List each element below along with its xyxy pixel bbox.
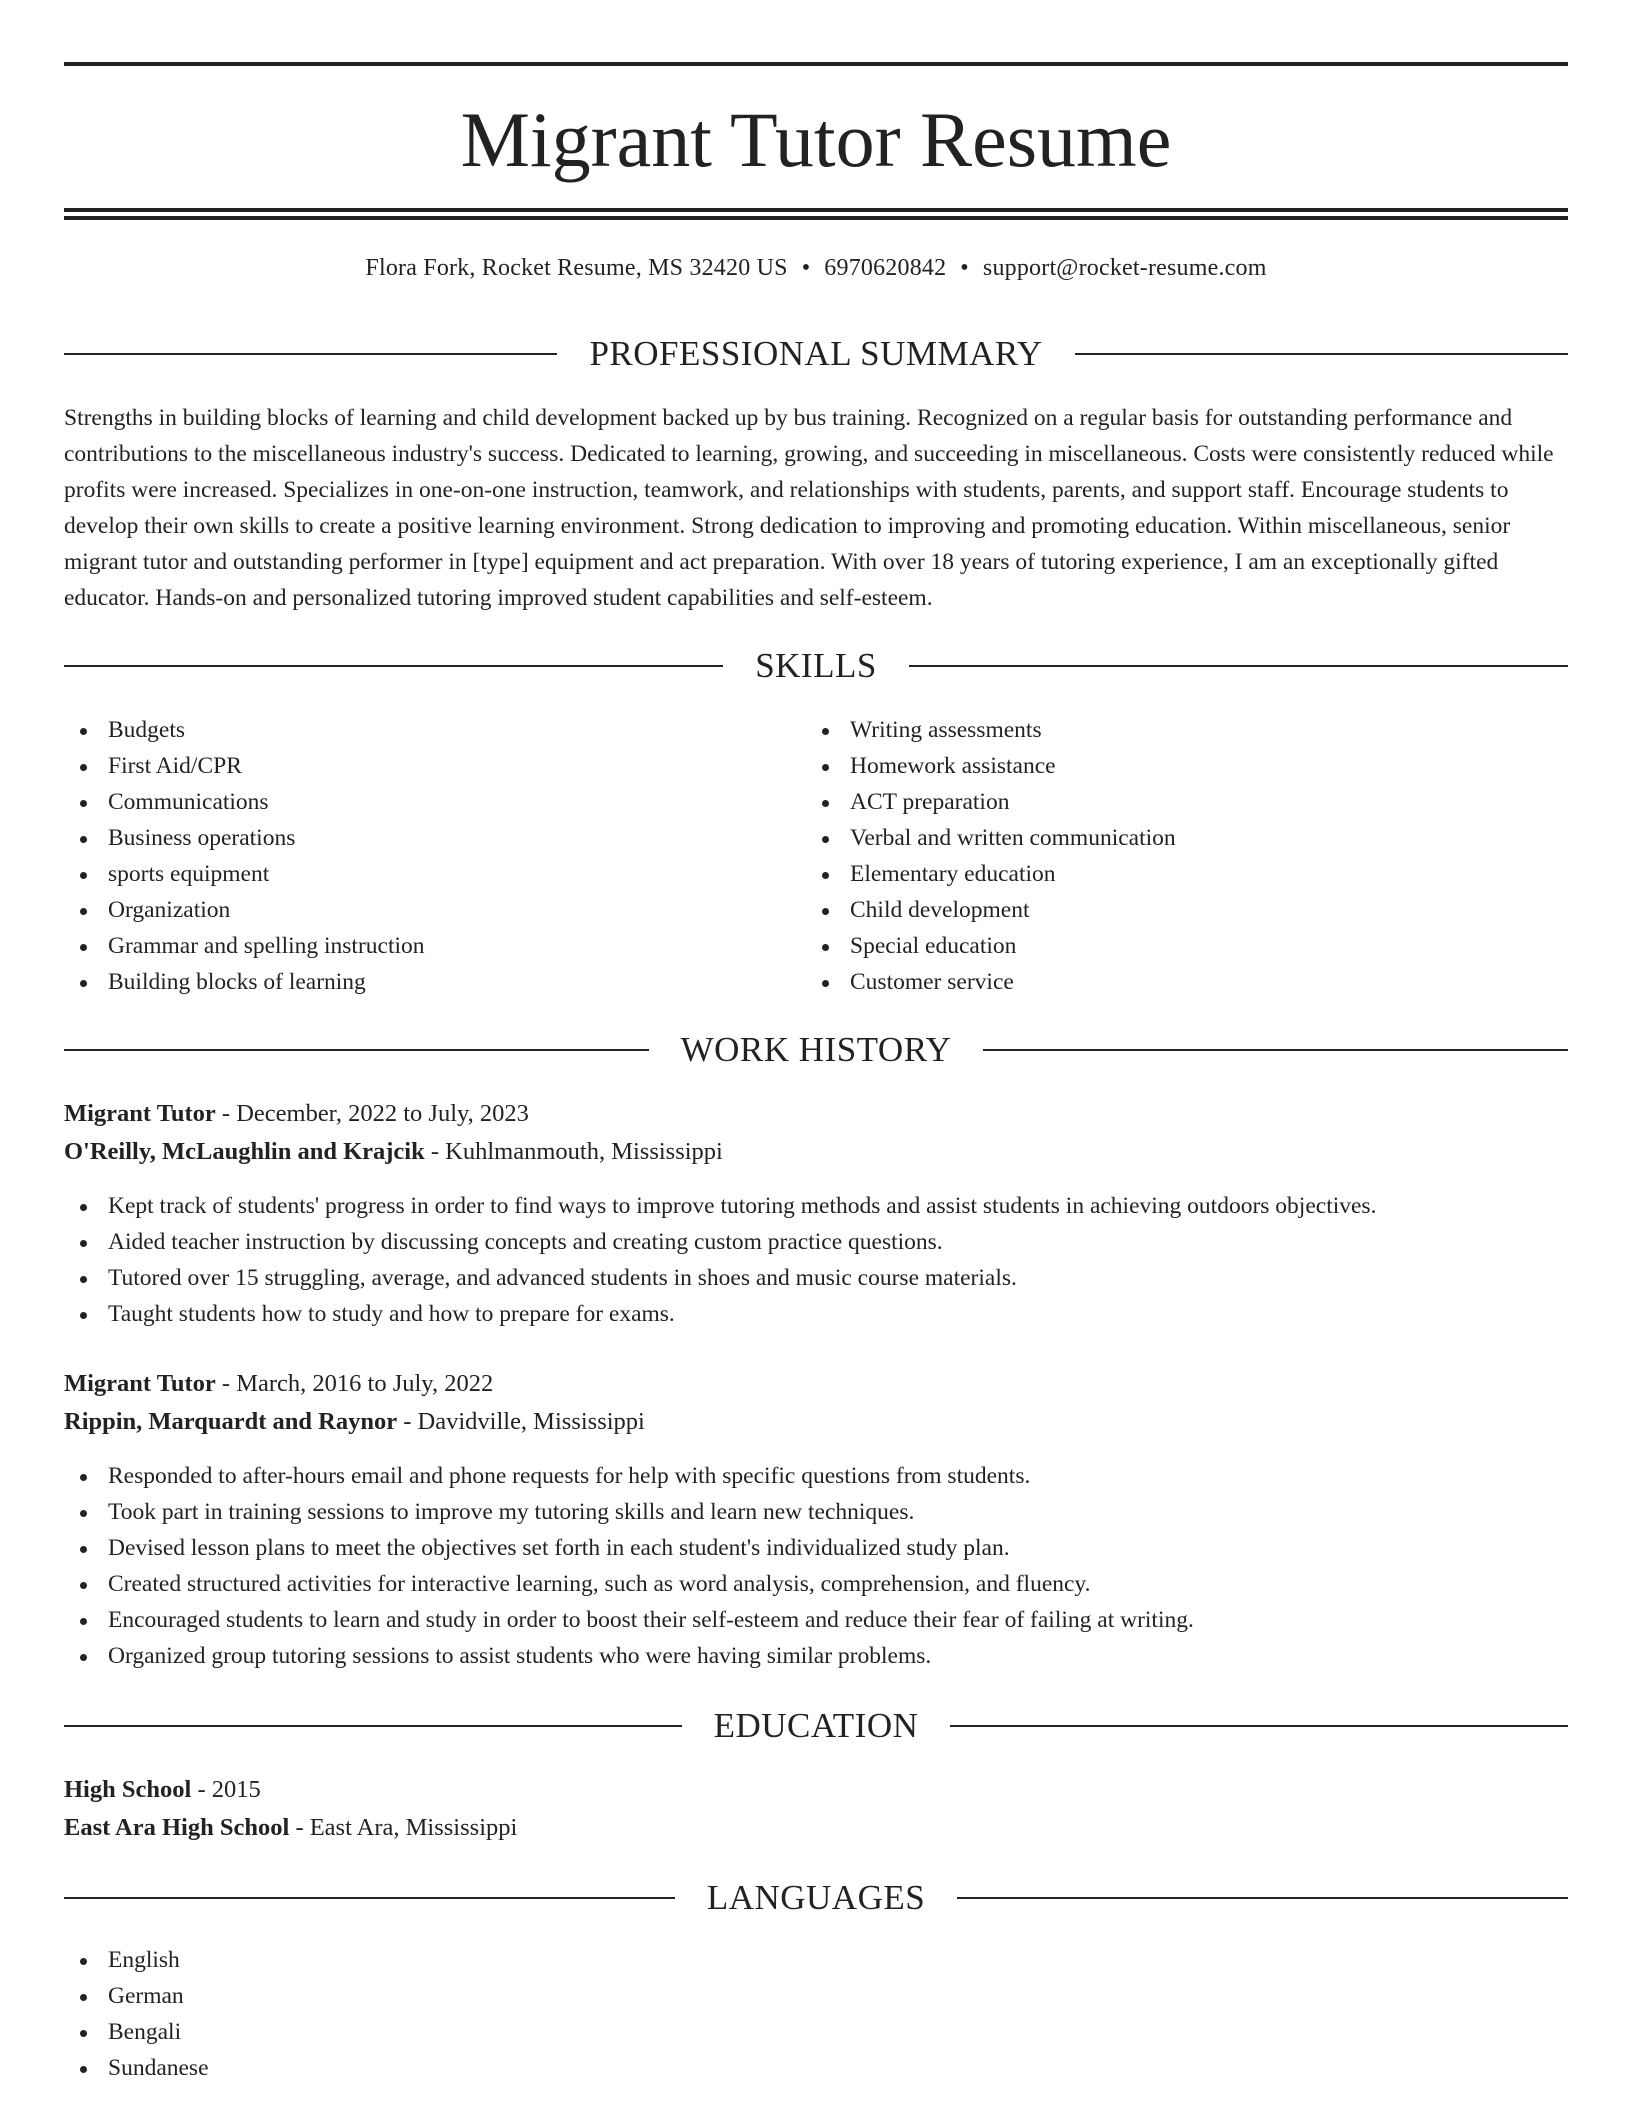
skill-item: Building blocks of learning — [64, 964, 764, 1000]
skill-item: Business operations — [64, 820, 764, 856]
skill-item: Verbal and written communication — [806, 820, 1506, 856]
education-school-line — [64, 1810, 1568, 1846]
divider — [64, 353, 557, 355]
job-duty: Organized group tutoring sessions to assist students who were having similar problems. — [64, 1638, 1568, 1674]
section-title: EDUCATION — [713, 1706, 919, 1745]
job-duty: Responded to after-hours email and phone requests for help with specific questions from students. — [64, 1458, 1568, 1494]
divider — [64, 665, 723, 667]
job-duty: Created structured activities for interactive learning, such as word analysis, comprehension, and fluency. — [64, 1566, 1568, 1602]
education-location: - East Ara, Mississippi — [289, 1814, 518, 1841]
job-title: Migrant Tutor — [64, 1100, 216, 1127]
job-title-line — [64, 1096, 1568, 1132]
skill-item: Budgets — [64, 712, 764, 748]
job-location: - Davidville, Mississippi — [397, 1408, 645, 1435]
skill-item: Communications — [64, 784, 764, 820]
divider — [64, 1725, 682, 1727]
language-item: Sundanese — [64, 2050, 1568, 2086]
job-location: - Kuhlmanmouth, Mississippi — [424, 1138, 723, 1165]
education-degree: High School — [64, 1776, 192, 1803]
job-title: Migrant Tutor — [64, 1370, 216, 1397]
divider — [983, 1049, 1568, 1051]
summary-text: Strengths in building blocks of learning and child development backed up by bus training. Recognized on a regular basis for outstanding performance and contributions to the miscellaneous industry's success. Dedicated to learning, growing, and succeeding in miscellaneous. Costs were consistently reduced while profits were increased. Specializes in one-on-one instruction, teamwork, and relationships with students, parents, and support staff. Encourage students to develop their own skills to create a positive learning environment. Strong dedication to improving and promoting education. Within miscellaneous, senior migrant tutor and outstanding performer in [type] equipment and act preparation. With over 18 years of tutoring experience, I am an exceptionally gifted educator. Hands-on and personalized tutoring improved student capabilities and self-esteem. — [64, 405, 1554, 611]
job-duties-list — [64, 1458, 1568, 1674]
job-company: O'Reilly, McLaughlin and Krajcik — [64, 1138, 425, 1165]
job-duty: Tutored over 15 struggling, average, and advanced students in shoes and music course materials. — [64, 1260, 1568, 1296]
language-item: German — [64, 1978, 1568, 2014]
contact-address: Flora Fork, Rocket Resume, MS 32420 US — [365, 255, 788, 281]
job-duty: Taught students how to study and how to prepare for exams. — [64, 1296, 1568, 1332]
job-duties-list — [64, 1188, 1568, 1332]
section-header-skills — [64, 646, 1568, 686]
job-title-line — [64, 1366, 1568, 1402]
page-title: Migrant Tutor Resume — [460, 96, 1172, 183]
job-duty: Encouraged students to learn and study in order to boost their self-esteem and reduce their fear of failing at writing. — [64, 1602, 1568, 1638]
top-rule — [64, 62, 1568, 66]
skill-item: Homework assistance — [806, 748, 1506, 784]
contact-separator: • — [801, 255, 811, 281]
job-company: Rippin, Marquardt and Raynor — [64, 1408, 398, 1435]
section-header-work — [64, 1030, 1568, 1070]
job-duty: Aided teacher instruction by discussing concepts and creating custom practice questions. — [64, 1224, 1568, 1260]
section-title: SKILLS — [755, 646, 877, 685]
divider — [950, 1725, 1568, 1727]
skill-item: ACT preparation — [806, 784, 1506, 820]
skill-item: Elementary education — [806, 856, 1506, 892]
title-rule-lower — [64, 216, 1568, 220]
section-header-education — [64, 1706, 1568, 1746]
skill-item: Organization — [64, 892, 764, 928]
skill-item: First Aid/CPR — [64, 748, 764, 784]
job-duty: Devised lesson plans to meet the objectives set forth in each student's individualized study plan. — [64, 1530, 1568, 1566]
education-degree-line — [64, 1772, 1568, 1808]
job-company-line — [64, 1404, 1568, 1440]
skills-list-right — [806, 712, 1506, 1000]
divider — [1075, 353, 1568, 355]
section-title: WORK HISTORY — [680, 1030, 952, 1069]
skill-item: sports equipment — [64, 856, 764, 892]
skill-item: Child development — [806, 892, 1506, 928]
language-item: English — [64, 1942, 1568, 1978]
contact-phone: 6970620842 — [824, 255, 947, 281]
section-title: LANGUAGES — [706, 1878, 926, 1917]
language-item: Bengali — [64, 2014, 1568, 2050]
education-school: East Ara High School — [64, 1814, 290, 1841]
job-dates: - March, 2016 to July, 2022 — [215, 1370, 494, 1397]
job-dates: - December, 2022 to July, 2023 — [215, 1100, 529, 1127]
skill-item: Writing assessments — [806, 712, 1506, 748]
education-year: - 2015 — [191, 1776, 261, 1803]
job-duty: Took part in training sessions to improve my tutoring skills and learn new techniques. — [64, 1494, 1568, 1530]
section-title: PROFESSIONAL SUMMARY — [589, 334, 1043, 373]
contact-email: support@rocket-resume.com — [982, 255, 1267, 281]
title-rule-upper — [64, 208, 1568, 212]
divider — [64, 1049, 649, 1051]
divider — [909, 665, 1568, 667]
contact-line — [64, 252, 1568, 284]
job-company-line — [64, 1134, 1568, 1170]
section-header-summary — [64, 334, 1568, 374]
contact-separator: • — [960, 255, 969, 281]
divider — [957, 1897, 1568, 1899]
skill-item: Grammar and spelling instruction — [64, 928, 764, 964]
skills-list-left — [64, 712, 764, 1000]
skill-item: Special education — [806, 928, 1506, 964]
languages-list — [64, 1942, 1568, 2086]
skill-item: Customer service — [806, 964, 1506, 1000]
job-duty: Kept track of students' progress in order to find ways to improve tutoring methods and assist students in achieving outdoors objectives. — [64, 1188, 1568, 1224]
divider — [64, 1897, 675, 1899]
section-header-languages — [64, 1878, 1568, 1918]
